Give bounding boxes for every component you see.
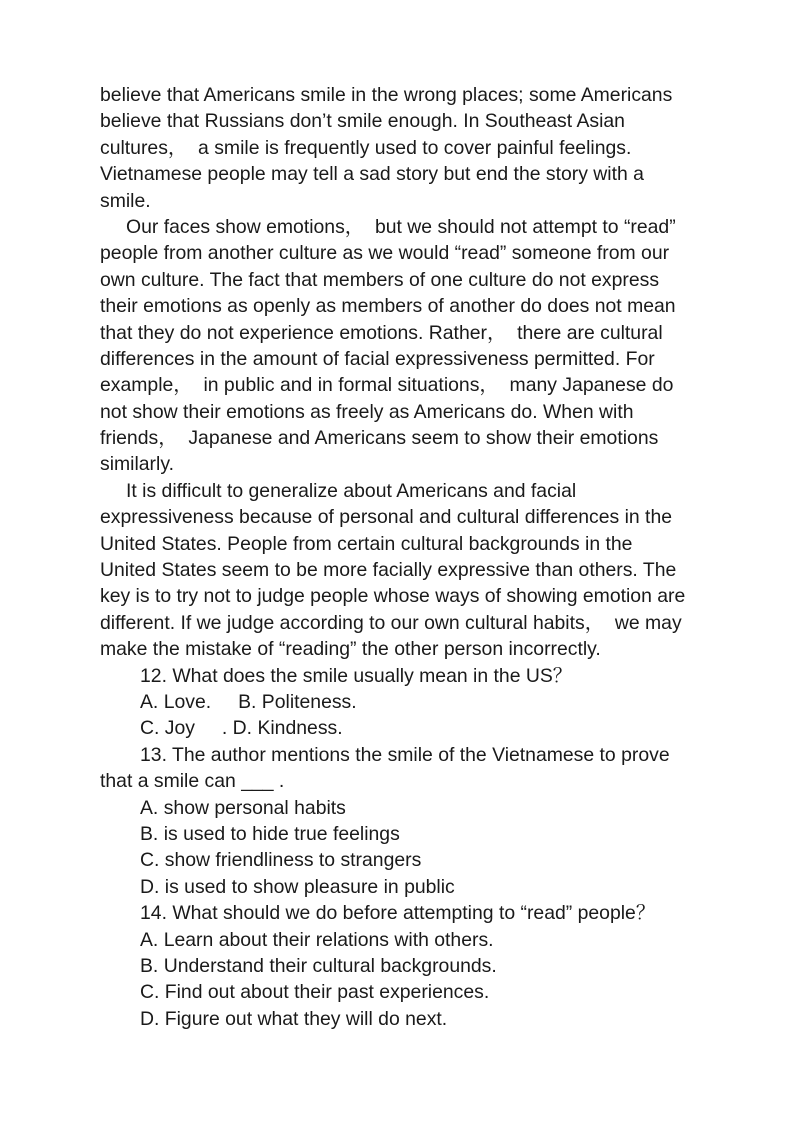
answer-option-b: B. Understand their cultural backgrounds. [140, 954, 497, 977]
text-line: It is difficult to generalize about Americans and facial [126, 479, 577, 502]
question-12 [100, 663, 710, 742]
question-14 [100, 900, 710, 1032]
text-line: cultures， a smile is frequently used to cover painful feelings. [100, 136, 632, 159]
paragraph-2 [100, 214, 710, 478]
text-line: friends， Japanese and Americans seem to show their emotions [100, 427, 659, 450]
answer-option-a: A. Learn about their relations with others. [140, 928, 494, 951]
answer-options-row: C. Joy . D. Kindness. [140, 717, 343, 740]
paragraph-1 [100, 82, 710, 214]
text-line: own culture. The fact that members of one culture do not express [100, 268, 660, 291]
text-line: expressiveness because of personal and cultural differences in the [100, 506, 673, 529]
answer-option-a: A. show personal habits [140, 796, 346, 819]
text-line: people from another culture as we would “read” someone from our [100, 242, 670, 265]
text-line: that they do not experience emotions. Rather， there are cultural [100, 321, 663, 344]
text-line: example， in public and in formal situations， many Japanese do [100, 374, 674, 397]
text-line: make the mistake of “reading” the other person incorrectly. [100, 638, 601, 661]
text-line: smile. [100, 189, 151, 212]
paragraph-3 [100, 478, 710, 663]
question-stem: 13. The author mentions the smile of the Vietnamese to prove [140, 743, 670, 766]
answer-option-b: B. is used to hide true feelings [140, 822, 400, 845]
text-line: not show their emotions as freely as Americans do. When with [100, 400, 634, 423]
text-line: believe that Americans smile in the wrong places; some Americans [100, 84, 673, 106]
text-line: similarly. [100, 453, 174, 476]
text-line: Our faces show emotions， but we should not attempt to “read” [126, 215, 676, 238]
text-line: key is to try not to judge people whose ways of showing emotion are [100, 585, 686, 608]
question-stem: that a smile can ___ . [100, 770, 285, 793]
answer-options-row: A. Love. B. Politeness. [140, 690, 357, 713]
question-stem: 14. What should we do before attempting to “read” people？ [140, 902, 656, 925]
text-line: different. If we judge according to our own cultural habits， we may [100, 611, 682, 634]
text-line: United States seem to be more facially expressive than others. The [100, 559, 677, 582]
answer-option-c: C. show friendliness to strangers [140, 849, 422, 872]
text-line: their emotions as openly as members of another do does not mean [100, 295, 676, 318]
answer-option-c: C. Find out about their past experiences. [140, 981, 490, 1004]
text-line: United States. People from certain cultural backgrounds in the [100, 532, 633, 555]
text-line: differences in the amount of facial expressiveness permitted. For [100, 347, 655, 370]
question-stem: 12. What does the smile usually mean in the US？ [140, 664, 573, 687]
text-line: believe that Russians don’t smile enough. In Southeast Asian [100, 110, 625, 133]
text-line: Vietnamese people may tell a sad story but end the story with a [100, 163, 644, 186]
question-13 [100, 742, 710, 900]
answer-option-d: D. is used to show pleasure in public [140, 875, 455, 898]
answer-option-d: D. Figure out what they will do next. [140, 1007, 448, 1030]
document-page [100, 82, 710, 1032]
